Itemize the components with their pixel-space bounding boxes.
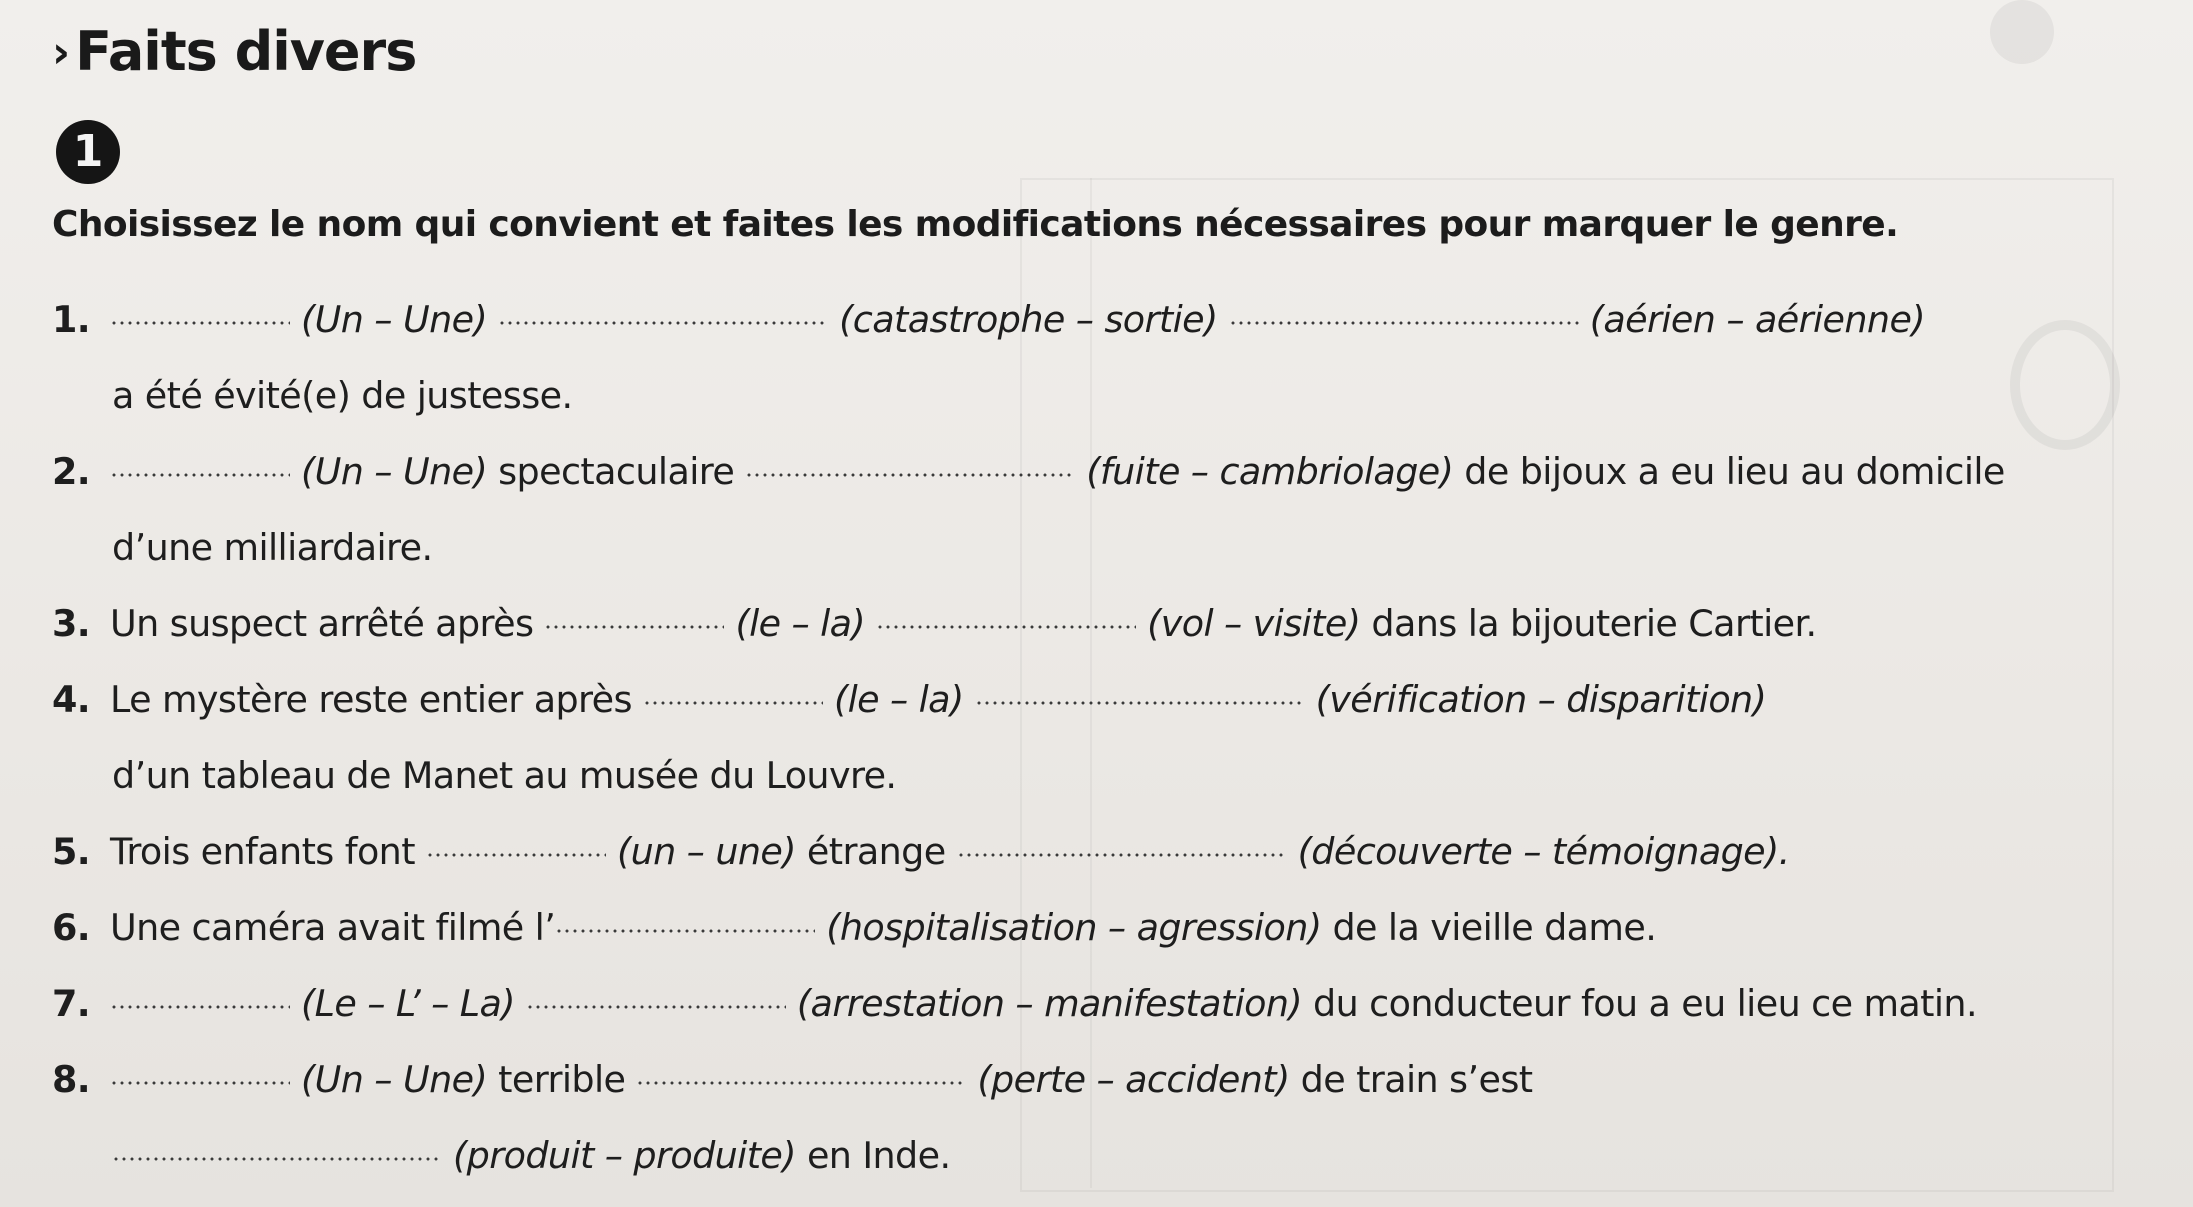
item-text: du conducteur fou a eu lieu ce matin. xyxy=(1313,982,1977,1025)
answer-blank[interactable] xyxy=(110,1000,290,1014)
exercise-item-3 xyxy=(52,594,1817,654)
item-number: 1. xyxy=(52,298,91,341)
answer-blank[interactable] xyxy=(636,1076,966,1090)
item-text: de train s’est xyxy=(1300,1058,1533,1101)
answer-blank[interactable] xyxy=(555,924,815,938)
answer-blank[interactable] xyxy=(975,696,1305,710)
choice: (fuite – cambriolage) xyxy=(1086,450,1454,493)
answer-blank[interactable] xyxy=(643,696,823,710)
section-title-text: Faits divers xyxy=(75,20,417,83)
choice: (Un – Une) xyxy=(301,1058,488,1101)
choice: (produit – produite) xyxy=(453,1134,796,1177)
item-number: 5. xyxy=(52,830,91,873)
exercise-item-4-continued xyxy=(112,746,896,806)
show-through-circle xyxy=(1990,0,2054,64)
exercise-item-2 xyxy=(52,442,2005,502)
item-text: étrange xyxy=(806,830,946,873)
choice: (Un – Une) xyxy=(301,298,488,341)
choice: (le – la) xyxy=(833,678,964,721)
item-text: terrible xyxy=(498,1058,626,1101)
exercise-item-8 xyxy=(52,1050,1532,1110)
item-text: spectaculaire xyxy=(498,450,735,493)
item-text: Une caméra avait filmé l’ xyxy=(110,906,556,949)
item-text: en Inde. xyxy=(806,1134,951,1177)
exercise-item-4 xyxy=(52,670,1766,730)
answer-blank[interactable] xyxy=(957,848,1287,862)
answer-blank[interactable] xyxy=(745,468,1075,482)
choice: (un – une) xyxy=(616,830,796,873)
answer-blank[interactable] xyxy=(498,316,828,330)
item-text: de la vieille dame. xyxy=(1332,906,1657,949)
answer-blank[interactable] xyxy=(112,1152,442,1166)
exercise-item-6 xyxy=(52,898,1656,958)
choice: (hospitalisation – agression) xyxy=(826,906,1322,949)
answer-blank[interactable] xyxy=(110,468,290,482)
choice: (perte – accident) xyxy=(977,1058,1290,1101)
answer-blank[interactable] xyxy=(1229,316,1579,330)
item-text: d’une milliardaire. xyxy=(112,526,433,569)
item-text: Trois enfants font xyxy=(110,830,415,873)
item-number: 2. xyxy=(52,450,91,493)
item-number: 3. xyxy=(52,602,91,645)
item-text: dans la bijouterie Cartier. xyxy=(1371,602,1817,645)
choice: (catastrophe – sortie) xyxy=(839,298,1218,341)
item-text: Un suspect arrêté après xyxy=(110,602,534,645)
item-text: Le mystère reste entier après xyxy=(110,678,632,721)
choice: (le – la) xyxy=(735,602,866,645)
item-number: 6. xyxy=(52,906,91,949)
choice: (Un – Une) xyxy=(301,450,488,493)
exercise-item-8-continued xyxy=(112,1126,950,1186)
choice: (vérification – disparition) xyxy=(1315,678,1767,721)
choice: (Le – L’ – La) xyxy=(301,982,515,1025)
choice: (aérien – aérienne) xyxy=(1589,298,1925,341)
exercise-item-7 xyxy=(52,974,1977,1034)
answer-blank[interactable] xyxy=(110,1076,290,1090)
item-text: de bijoux a eu lieu au domicile xyxy=(1464,450,2005,493)
choice: (découverte – témoignage). xyxy=(1297,830,1790,873)
item-number: 8. xyxy=(52,1058,91,1101)
show-through-letter xyxy=(2010,320,2120,450)
section-title xyxy=(52,20,416,83)
chevron-right-icon: › xyxy=(52,27,70,78)
exercise-item-1-continued xyxy=(112,366,572,426)
item-number: 7. xyxy=(52,982,91,1025)
answer-blank[interactable] xyxy=(876,620,1136,634)
answer-blank[interactable] xyxy=(110,316,290,330)
answer-blank[interactable] xyxy=(526,1000,786,1014)
item-number: 4. xyxy=(52,678,91,721)
exercise-item-5 xyxy=(52,822,1790,882)
exercise-instruction: Choisissez le nom qui convient et faites les modifications nécessaires pour marquer le genre. xyxy=(52,204,1899,245)
exercise-item-1 xyxy=(52,290,1925,350)
item-text: a été évité(e) de justesse. xyxy=(112,374,573,417)
choice: (vol – visite) xyxy=(1147,602,1361,645)
answer-blank[interactable] xyxy=(426,848,606,862)
choice: (arrestation – manifestation) xyxy=(796,982,1303,1025)
exercise-number-badge: 1 xyxy=(56,120,120,184)
exercise-item-2-continued xyxy=(112,518,433,578)
item-text: d’un tableau de Manet au musée du Louvre. xyxy=(112,754,897,797)
answer-blank[interactable] xyxy=(544,620,724,634)
